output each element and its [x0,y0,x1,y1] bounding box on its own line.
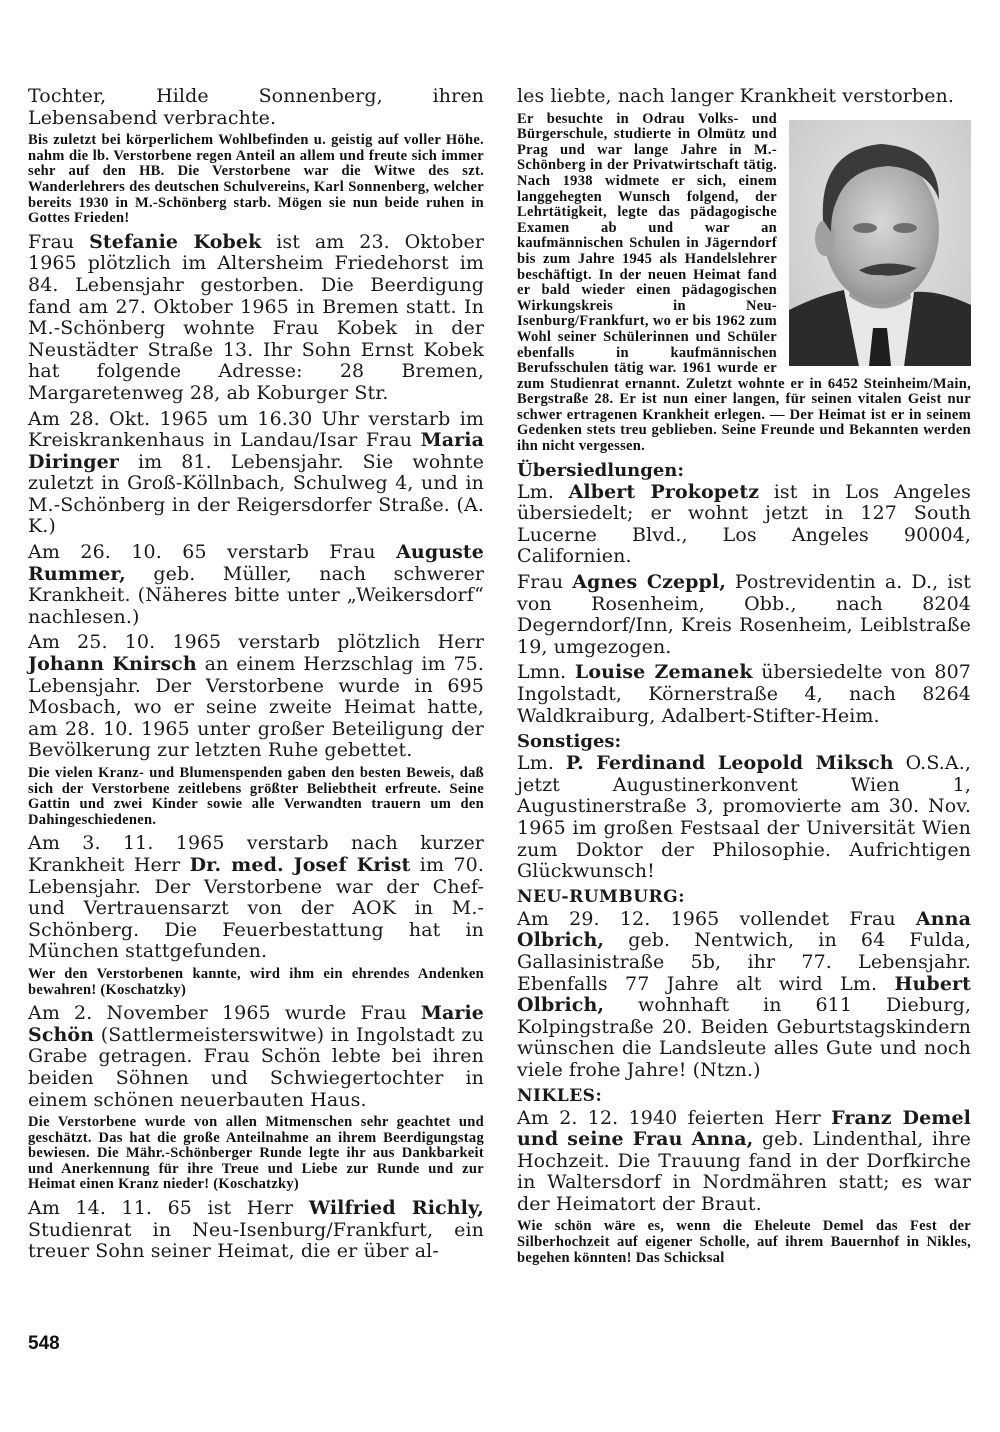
paragraph-richly-obituary-end: les liebte, nach langer Krankheit verstorben. [517,85,955,107]
text-post: (Sattlermeisterswitwe) in Ingolstadt zu Grabe getragen. Frau Schön lebte bei ihren beiden Söhnen und Schwiegertochter in einem schönen neuerbauten Haus. [28,1023,484,1111]
person-name-krist: Dr. med. Josef Krist [189,853,411,876]
paragraph-prokopetz-relocation [517,482,971,568]
person-name-rummer: Auguste Rummer, [28,541,484,585]
paragraph-sonnenberg-note: Bis zuletzt bei körperlichem Wohlbefinden u. geistig auf voller Höhe. nahm die lb. Verstorbene regen Anteil an allem und freute sich immer sehr auf den HB. Die Verstorbene war die Witwe des szt. Wanderlehrers des deutschen Schulvereins, Karl Sonnenberg, welcher bereits 1930 in M.-Schönberg starb. Mögen sie nun beide ruhen in Gottes Frieden! [28,132,484,227]
text-pre: Am 3. 11. 1965 verstarb nach kurzer Krankheit Herr [28,832,484,876]
text-post: an einem Herzschlag im 75. Lebensjahr. Der Verstorbene wurde in 695 Mosbach, wo er seine zweite Heimat hatte, am 28. 10. 1965 unter großer Beteiligung der Bevölkerung zur letzten Ruhe gebettet. [28,653,484,762]
paragraph-demel-note: Wie schön wäre es, wenn die Eheleute Demel das Fest der Silberhochzeit auf eigener Scholle, auf ihrem Bauernhof in Nikles, begehen könnten! Das Schicksal [517,1218,971,1266]
person-name-prokopetz: Albert Prokopetz [568,480,760,503]
text-pre: Lm. [517,480,569,503]
text-post: geb. Lindenthal, ihre Hochzeit. Die Trauung fand in der Dorfkirche in Waltersdorf in Nordmähren statt; es war der Heimatort der Braut. [517,1128,971,1215]
section-heading-nikles: NIKLES: [517,1085,603,1106]
section-heading-neu-rumburg: NEU-RUMBURG: [517,886,685,907]
paragraph-krist-note: Wer den Verstorbenen kannte, wird ihm ein ehrendes Andenken bewahren! (Koschatzky) [28,965,484,998]
text-pre: Lm. [517,752,566,775]
paragraph-zemanek-relocation [517,662,971,727]
person-name-schoen: Marie Schön [28,1002,484,1046]
text-pre: Am 29. 12. 1965 vollendet Frau [517,907,916,930]
paragraph-richly-obituary-start [28,1198,484,1263]
text-pre: Am 14. 11. 65 ist Herr [28,1197,309,1220]
person-name-demel: Franz Demel und seine Frau Anna, [517,1106,971,1151]
text-post: geb. Müller, nach schwerer Krankheit. (Näheres bitte unter „Weikersdorf“ nachlesen.) [28,562,484,628]
text-post: im 70. Lebensjahr. Der Verstorbene war der Chef- und Vertrauensarzt von der AOK in M.-Schönberg. Die Feuerbestattung hat in München stattgefunden. [28,853,484,963]
text-pre: Am 28. Okt. 1965 um 16.30 Uhr verstarb im Kreiskrankenhaus in Landau/Isar Frau [28,407,484,452]
page-number: 548 [28,1333,60,1354]
left-column [28,86,484,1267]
text-post: Studienrat in Neu-Isenburg/Frankfurt, ein treuer Sohn seiner Heimat, die er über al- [28,1218,484,1263]
paragraph-olbrich-birthdays [517,909,971,1082]
section-heading-sonstiges: Sonstiges: [517,731,622,753]
paragraph-knirsch-obituary [28,632,484,762]
paragraph-demel-wedding [517,1108,971,1216]
text-mid: geb. Nentwich, in 64 Fulda, Gallasinistraße 5b, ihr 77. Lebensjahr. Ebenfalls 77 Jahre alt wird Lm. [517,929,971,995]
text-pre: Am 2. November 1965 wurde Frau [28,1002,421,1025]
paragraph-krist-obituary [28,833,484,963]
person-name-richly: Wilfried Richly, [308,1197,485,1220]
paragraph-miksch-doctorate [517,753,971,883]
person-name-diringer: Maria Diringer [28,429,484,473]
portrait-photo-image [789,120,971,366]
paragraph-richly-biography: Er besuchte in Odrau Volks- und Bürgerschule, studierte in Olmütz und Prag und war lange Jahre in M.-Schönberg in der Privatwirtschaft tätig. Nach 1938 widmete er sich, einem langgehegten Wunsch folgend, der Lehrtätigkeit, legte das pädagogische Examen ab und war an kaufmännischen Schulen in Jägerndorf bis zum Jahre 1945 als Handelslehrer beschäftigt. In der neuen Heimat fand er bald wieder einen pädagogischen Wirkungskreis in Neu-Isenburg/Frankfurt, wo er bis 1962 zum Wohl seiner Schülerinnen und Schüler ebenfalls in kaufmännischen Berufsschulen tätig war. 1961 wurde er zum Studienrat ernannt. Zuletzt wohnte er in 6452 Steinheim/Main, Bergstraße 28. Er ist nun einer langen, für seinen vitalen Geist nur schwer ertragenen Krankheit erlegen. — Der Heimat ist er in seinem Gedenken stets treu geblieben. Seine Freunde und Bekannten werden ihn nicht vergessen. [517,110,971,455]
person-name-anna-olbrich: Anna Olbrich, [517,907,971,952]
text-pre: Am 26. 10. 65 verstarb Frau [28,541,397,564]
text-pre: Am 2. 12. 1940 feierten Herr [517,1106,832,1129]
text-post: ist in Los Angeles übersiedelt; er wohnt jetzt in 127 South Lucerne Blvd., Los Angeles 90004, Californien. [517,480,972,568]
paragraph-czeppl-relocation [517,572,971,658]
person-name-kobek: Stefanie Kobek [89,230,262,253]
text-post: übersiedelte von 807 Ingolstadt, Körnerstraße 4, nach 8264 Waldkraiburg, Adalbert-Stifter-Heim. [517,661,971,727]
right-column [517,86,971,1271]
portrait-photo [789,120,971,366]
text-post: wohnhaft in 611 Dieburg, Kolpingstraße 20. Beiden Geburtstagskindern wünschen die Landsleute alles Gute und noch viele frohe Jahre! (Ntzn.) [517,994,971,1081]
text-pre: Am 25. 10. 1965 verstarb plötzlich Herr [28,631,484,654]
paragraph-rummer-obituary [28,542,484,628]
paragraph-sonnenberg-intro: Tochter, Hilde Sonnenberg, ihren Lebensabend verbrachte. [28,85,484,129]
paragraph-knirsch-note: Die vielen Kranz- und Blumenspenden gaben den besten Beweis, daß sich der Verstorbene zeitlebens größter Beliebtheit erfreute. Seine Gattin und zwei Kinder sowie alle Verwandten trauern um den Dahingeschiedenen. [28,765,484,828]
person-name-miksch: P. Ferdinand Leopold Miksch [565,752,894,775]
text-post: Postrevidentin a. D., ist von Rosenheim, Obb., nach 8204 Degerndorf/Inn, Kreis Rosenheim, Leiblstraße 19, umgezogen. [517,571,971,658]
text-post: ist am 23. Oktober 1965 plötzlich im Altersheim Friedehorst im 84. Lebensjahr gestorben. Die Beerdigung fand am 27. Oktober 1965 in Bremen statt. In M.-Schönberg wohnte Frau Kobek in der Neustädter Straße 13. Ihr Sohn Ernst Kobek hat folgende Adresse: 28 Bremen, Margaretenweg 28, ab Koburger Str. [28,230,485,404]
paragraph-schoen-obituary [28,1003,484,1111]
person-name-czeppl: Agnes Czeppl, [572,571,726,594]
paragraph-kobek-obituary [28,232,484,405]
text-pre: Lmn. [517,661,575,684]
person-name-knirsch: Johann Knirsch [28,653,197,676]
text-pre: Frau [28,230,90,253]
section-heading-uebersiedlungen: Übersiedlungen: [517,459,685,481]
person-name-zemanek: Louise Zemanek [574,661,753,684]
text-pre: Frau [517,571,573,594]
person-name-hubert-olbrich: Hubert Olbrich, [517,972,971,1017]
text-post: im 81. Lebensjahr. Sie wohnte zuletzt in Groß-Köllnbach, Schulweg 4, und in M.-Schönberg in der Reigersdorfer Straße. (A. K.) [28,450,484,538]
paragraph-schoen-note: Die Verstorbene wurde von allen Mitmenschen sehr geachtet und geschätzt. Das hat die große Anteilnahme an ihrem Beerdigungstag bewiesen. Die Mähr.-Schönberger Runde legte ihr aus Dankbarkeit und Anerkennung für ihre Treue und Liebe zur Runde und zur Heimat einen Kranz nieder! (Koschatzky) [28,1114,484,1193]
text-post: O.S.A., jetzt Augustinerkonvent Wien 1, Augustinerstraße 3, promovierte am 30. Nov. 1965 im großen Festsaal der Universität Wien zum Doktor der Philosophie. Aufrichtigen Glückwunsch! [517,752,971,883]
paragraph-diringer-obituary [28,409,484,539]
